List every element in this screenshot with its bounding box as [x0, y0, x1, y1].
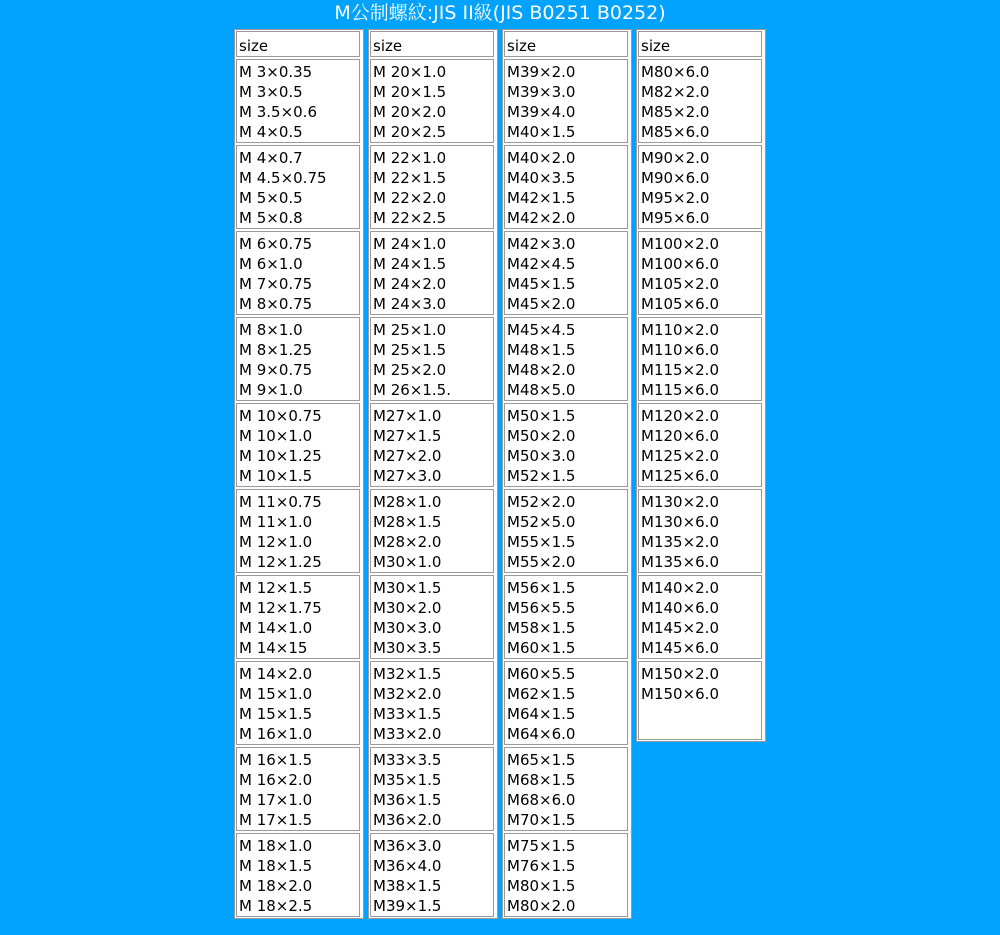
thread-size-entry: M52×1.5	[507, 467, 576, 485]
thread-size-entry: M140×2.0	[641, 579, 719, 597]
thread-size-entry: M 22×2.5	[373, 209, 447, 227]
size-header: size	[236, 31, 360, 57]
thread-size-entry: M 18×1.5	[239, 857, 313, 875]
thread-size-cell	[638, 317, 762, 401]
thread-size-entry: M28×2.0	[373, 533, 442, 551]
thread-size-cell	[236, 661, 360, 745]
thread-size-entry: M 14×15	[239, 639, 308, 657]
thread-size-cell	[236, 231, 360, 315]
thread-size-cell	[504, 661, 628, 745]
page-title: M公制螺紋:JIS II級(JIS B0251 B0252)	[334, 2, 666, 24]
thread-size-cell	[236, 145, 360, 229]
thread-size-cell	[370, 489, 494, 573]
thread-size-entry: M140×6.0	[641, 599, 719, 617]
thread-size-entry: M 6×1.0	[239, 255, 303, 273]
thread-size-entry: M100×6.0	[641, 255, 719, 273]
thread-size-entry: M50×1.5	[507, 407, 576, 425]
thread-size-entry: M 10×1.25	[239, 447, 322, 465]
thread-size-column-3	[502, 29, 632, 919]
thread-size-entry: M120×2.0	[641, 407, 719, 425]
thread-size-entry: M 10×1.5	[239, 467, 313, 485]
thread-size-entry: M 18×2.0	[239, 877, 313, 895]
thread-size-entry: M75×1.5	[507, 837, 576, 855]
thread-size-entry: M 22×2.0	[373, 189, 447, 207]
thread-size-entry: M110×6.0	[641, 341, 719, 359]
thread-size-entry: M150×2.0	[641, 665, 719, 683]
size-header: size	[370, 31, 494, 57]
thread-size-cell	[504, 833, 628, 917]
thread-size-entry: M 4.5×0.75	[239, 169, 327, 187]
thread-size-cell	[370, 833, 494, 917]
thread-size-entry: M30×2.0	[373, 599, 442, 617]
thread-size-entry: M105×2.0	[641, 275, 719, 293]
thread-size-entry: M39×4.0	[507, 103, 576, 121]
thread-size-cell	[370, 145, 494, 229]
thread-size-entry: M125×6.0	[641, 467, 719, 485]
thread-size-entry: M 20×1.0	[373, 63, 447, 81]
thread-size-entry: M27×1.5	[373, 427, 442, 445]
thread-size-entry: M42×2.0	[507, 209, 576, 227]
thread-size-entry: M 8×1.0	[239, 321, 303, 339]
thread-size-entry: M145×2.0	[641, 619, 719, 637]
thread-size-entry: M 3×0.35	[239, 63, 313, 81]
thread-size-entry: M33×2.0	[373, 725, 442, 743]
thread-size-entry: M85×6.0	[641, 123, 710, 141]
thread-size-entry: M 20×1.5	[373, 83, 447, 101]
thread-size-entry: M110×2.0	[641, 321, 719, 339]
thread-size-cell	[504, 317, 628, 401]
thread-size-entry: M 6×0.75	[239, 235, 313, 253]
thread-size-entry: M48×5.0	[507, 381, 576, 399]
thread-size-cell	[236, 317, 360, 401]
thread-size-entry: M70×1.5	[507, 811, 576, 829]
thread-size-entry: M 4×0.5	[239, 123, 303, 141]
thread-size-entry: M55×2.0	[507, 553, 576, 571]
thread-size-entry: M 17×1.0	[239, 791, 313, 809]
thread-size-entry: M 12×1.75	[239, 599, 322, 617]
thread-size-cell	[370, 403, 494, 487]
thread-size-entry: M 11×0.75	[239, 493, 322, 511]
thread-size-entry: M50×3.0	[507, 447, 576, 465]
thread-size-entry: M 20×2.0	[373, 103, 447, 121]
thread-size-entry: M 24×1.5	[373, 255, 447, 273]
thread-size-entry: M 4×0.7	[239, 149, 303, 167]
thread-size-entry: M42×4.5	[507, 255, 576, 273]
thread-size-entry: M 24×3.0	[373, 295, 447, 313]
thread-size-entry: M 16×2.0	[239, 771, 313, 789]
thread-size-entry: M27×2.0	[373, 447, 442, 465]
thread-size-entry: M45×2.0	[507, 295, 576, 313]
thread-size-entry: M95×6.0	[641, 209, 710, 227]
thread-size-entry: M39×1.5	[373, 897, 442, 915]
thread-size-entry: M32×1.5	[373, 665, 442, 683]
thread-size-entry: M60×1.5	[507, 639, 576, 657]
thread-size-entry: M 25×1.5	[373, 341, 447, 359]
thread-size-entry: M56×5.5	[507, 599, 576, 617]
thread-size-entry: M150×6.0	[641, 685, 719, 703]
thread-size-entry: M56×1.5	[507, 579, 576, 597]
thread-size-entry: M28×1.5	[373, 513, 442, 531]
thread-size-cell	[504, 231, 628, 315]
thread-size-entry: M120×6.0	[641, 427, 719, 445]
thread-size-entry: M45×4.5	[507, 321, 576, 339]
thread-size-entry: M39×2.0	[507, 63, 576, 81]
thread-size-entry: M135×6.0	[641, 553, 719, 571]
thread-size-entry: M105×6.0	[641, 295, 719, 313]
thread-size-cell	[370, 661, 494, 745]
thread-size-cell	[236, 403, 360, 487]
thread-size-column-4	[636, 29, 766, 742]
thread-size-cell	[370, 747, 494, 831]
thread-size-entry: M52×2.0	[507, 493, 576, 511]
thread-size-entry: M 5×0.8	[239, 209, 303, 227]
thread-size-cell	[504, 59, 628, 143]
thread-size-entry: M50×2.0	[507, 427, 576, 445]
thread-size-entry: M64×1.5	[507, 705, 576, 723]
thread-size-cell	[370, 59, 494, 143]
thread-size-entry: M 7×0.75	[239, 275, 313, 293]
thread-size-entry: M58×1.5	[507, 619, 576, 637]
thread-size-entry: M39×3.0	[507, 83, 576, 101]
thread-size-entry: M30×3.0	[373, 619, 442, 637]
thread-size-entry: M145×6.0	[641, 639, 719, 657]
thread-size-entry: M 8×0.75	[239, 295, 313, 313]
thread-size-entry: M 25×2.0	[373, 361, 447, 379]
thread-size-entry: M42×1.5	[507, 189, 576, 207]
thread-size-cell	[638, 231, 762, 315]
thread-size-entry: M 14×2.0	[239, 665, 313, 683]
thread-size-entry: M 11×1.0	[239, 513, 313, 531]
thread-size-entry: M 25×1.0	[373, 321, 447, 339]
thread-size-entry: M35×1.5	[373, 771, 442, 789]
thread-size-cell	[504, 575, 628, 659]
thread-size-entry: M38×1.5	[373, 877, 442, 895]
thread-size-entry: M 9×1.0	[239, 381, 303, 399]
thread-size-entry: M36×4.0	[373, 857, 442, 875]
thread-size-entry: M 18×1.0	[239, 837, 313, 855]
thread-size-entry: M115×2.0	[641, 361, 719, 379]
thread-size-entry: M36×2.0	[373, 811, 442, 829]
thread-size-cell	[236, 489, 360, 573]
thread-size-entry: M 20×2.5	[373, 123, 447, 141]
size-header: size	[504, 31, 628, 57]
size-header: size	[638, 31, 762, 57]
thread-size-cell	[236, 833, 360, 917]
thread-size-entry: M33×3.5	[373, 751, 442, 769]
thread-size-entry: M80×1.5	[507, 877, 576, 895]
thread-size-entry: M27×3.0	[373, 467, 442, 485]
thread-size-entry: M 12×1.0	[239, 533, 313, 551]
thread-size-entry: M 17×1.5	[239, 811, 313, 829]
thread-size-cell	[504, 403, 628, 487]
thread-size-entry: M125×2.0	[641, 447, 719, 465]
thread-size-entry: M 10×0.75	[239, 407, 322, 425]
thread-size-entry: M82×2.0	[641, 83, 710, 101]
thread-size-entry: M 3×0.5	[239, 83, 303, 101]
thread-size-entry: M 14×1.0	[239, 619, 313, 637]
thread-size-entry: M65×1.5	[507, 751, 576, 769]
thread-size-entry: M 5×0.5	[239, 189, 303, 207]
thread-size-entry: M55×1.5	[507, 533, 576, 551]
thread-size-cell	[638, 145, 762, 229]
thread-size-entry: M 3.5×0.6	[239, 103, 317, 121]
thread-size-entry: M 24×2.0	[373, 275, 447, 293]
thread-size-entry: M 26×1.5.	[373, 381, 451, 399]
thread-size-entry: M36×1.5	[373, 791, 442, 809]
thread-size-cell	[638, 59, 762, 143]
thread-size-entry: M 15×1.0	[239, 685, 313, 703]
thread-size-entry: M36×3.0	[373, 837, 442, 855]
thread-size-cell	[504, 489, 628, 573]
thread-size-entry: M90×2.0	[641, 149, 710, 167]
thread-size-column-2	[368, 29, 498, 919]
thread-size-cell	[504, 747, 628, 831]
thread-size-entry: M100×2.0	[641, 235, 719, 253]
thread-size-entry: M42×3.0	[507, 235, 576, 253]
thread-size-entry: M 12×1.5	[239, 579, 313, 597]
thread-size-cell	[370, 231, 494, 315]
thread-size-entry: M76×1.5	[507, 857, 576, 875]
thread-size-cell	[370, 317, 494, 401]
thread-size-entry: M 10×1.0	[239, 427, 313, 445]
thread-size-entry: M 8×1.25	[239, 341, 313, 359]
thread-size-entry: M130×2.0	[641, 493, 719, 511]
thread-size-entry: M33×1.5	[373, 705, 442, 723]
thread-size-entry: M27×1.0	[373, 407, 442, 425]
thread-size-entry: M60×5.5	[507, 665, 576, 683]
thread-size-entry: M45×1.5	[507, 275, 576, 293]
thread-size-cell	[236, 575, 360, 659]
thread-size-cell	[638, 489, 762, 573]
thread-size-entry: M95×2.0	[641, 189, 710, 207]
thread-size-entry: M64×6.0	[507, 725, 576, 743]
thread-size-entry: M 16×1.5	[239, 751, 313, 769]
thread-size-entry: M28×1.0	[373, 493, 442, 511]
thread-size-cell	[236, 59, 360, 143]
thread-size-entry: M40×2.0	[507, 149, 576, 167]
thread-size-cell	[638, 661, 762, 740]
thread-size-entry: M135×2.0	[641, 533, 719, 551]
thread-size-entry: M 24×1.0	[373, 235, 447, 253]
thread-size-entry: M48×1.5	[507, 341, 576, 359]
thread-size-entry: M32×2.0	[373, 685, 442, 703]
thread-size-entry: M85×2.0	[641, 103, 710, 121]
thread-size-entry: M40×3.5	[507, 169, 576, 187]
thread-size-entry: M68×6.0	[507, 791, 576, 809]
thread-size-entry: M 12×1.25	[239, 553, 322, 571]
thread-size-entry: M48×2.0	[507, 361, 576, 379]
thread-size-entry: M 22×1.5	[373, 169, 447, 187]
thread-size-entry: M52×5.0	[507, 513, 576, 531]
thread-size-entry: M30×3.5	[373, 639, 442, 657]
thread-size-entry: M30×1.0	[373, 553, 442, 571]
thread-size-cell	[370, 575, 494, 659]
thread-size-entry: M80×6.0	[641, 63, 710, 81]
thread-size-entry: M 9×0.75	[239, 361, 313, 379]
thread-size-cell	[638, 575, 762, 659]
thread-size-cell	[638, 403, 762, 487]
thread-size-entry: M115×6.0	[641, 381, 719, 399]
thread-size-column-1	[234, 29, 364, 919]
thread-size-entry: M 16×1.0	[239, 725, 313, 743]
thread-size-entry: M62×1.5	[507, 685, 576, 703]
thread-size-entry: M 15×1.5	[239, 705, 313, 723]
thread-size-entry: M30×1.5	[373, 579, 442, 597]
thread-size-entry: M 18×2.5	[239, 897, 313, 915]
thread-size-cell	[504, 145, 628, 229]
thread-size-entry: M80×2.0	[507, 897, 576, 915]
thread-size-entry: M40×1.5	[507, 123, 576, 141]
thread-size-entry: M68×1.5	[507, 771, 576, 789]
thread-size-entry: M130×6.0	[641, 513, 719, 531]
thread-size-cell	[236, 747, 360, 831]
thread-size-entry: M90×6.0	[641, 169, 710, 187]
thread-size-entry: M 22×1.0	[373, 149, 447, 167]
